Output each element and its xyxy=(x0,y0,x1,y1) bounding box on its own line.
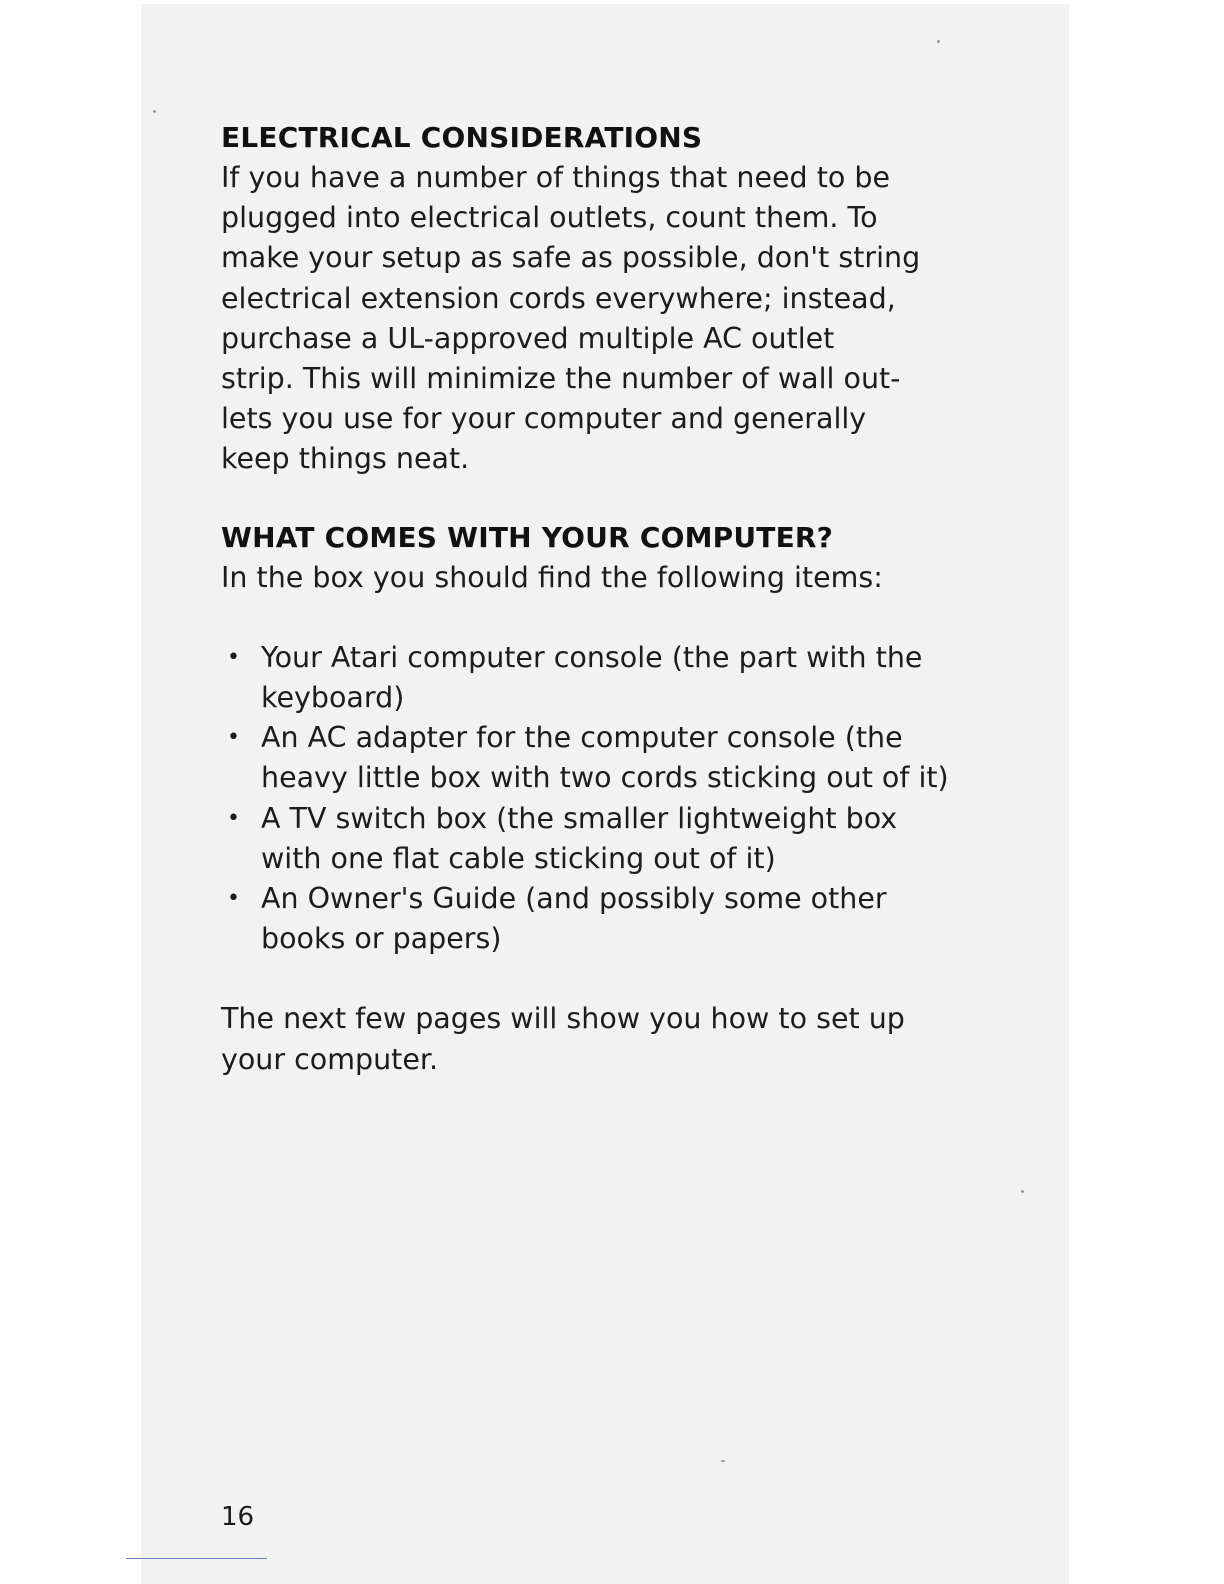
list-item-line: books or papers) xyxy=(261,922,502,956)
section-heading-what-comes: WHAT COMES WITH YOUR COMPUTER? xyxy=(221,520,834,554)
paragraph-line: purchase a UL-approved multiple AC outlet xyxy=(221,321,835,355)
bullet-icon: • xyxy=(227,644,240,670)
bullet-icon: • xyxy=(227,886,240,912)
paragraph-line: lets you use for your computer and generally xyxy=(221,402,867,436)
list-item-line: heavy little box with two cords sticking out of it) xyxy=(261,761,949,795)
paragraph-line: electrical extension cords everywhere; instead, xyxy=(221,281,896,315)
scan-speck xyxy=(153,110,156,113)
bottom-rule xyxy=(126,1558,267,1559)
paragraph-line: The next few pages will show you how to set up xyxy=(221,1002,905,1036)
bullet-icon: • xyxy=(227,805,240,831)
list-item-line: An Owner's Guide (and possibly some other xyxy=(261,882,887,916)
paragraph-line: your computer. xyxy=(221,1042,439,1076)
list-item xyxy=(221,718,1011,798)
list-item-line: Your Atari computer console (the part with the xyxy=(261,640,923,674)
paragraph-line: strip. This will minimize the number of wall out- xyxy=(221,362,901,396)
paragraph-line: make your setup as safe as possible, don't string xyxy=(221,241,921,275)
paragraph-line: plugged into electrical outlets, count them. To xyxy=(221,201,878,235)
section-heading-electrical: ELECTRICAL CONSIDERATIONS xyxy=(221,121,703,154)
list-item xyxy=(221,799,1011,879)
list-item-line: with one flat cable sticking out of it) xyxy=(261,841,776,875)
page-number: 16 xyxy=(221,1502,255,1532)
scan-speck xyxy=(721,1460,725,1462)
paragraph-line: If you have a number of things that need to be xyxy=(221,161,890,194)
scan-speck xyxy=(937,40,940,43)
closing-paragraph xyxy=(221,999,1011,1079)
items-intro: In the box you should find the following items: xyxy=(221,560,883,594)
electrical-paragraph xyxy=(221,158,1011,480)
list-item xyxy=(221,638,1011,718)
items-list xyxy=(221,638,1011,960)
scan-speck xyxy=(1021,1190,1024,1193)
list-item-line: An AC adapter for the computer console (the xyxy=(261,721,903,755)
list-item xyxy=(221,879,1011,959)
list-item-line: A TV switch box (the smaller lightweight box xyxy=(261,801,898,835)
list-item-line: keyboard) xyxy=(261,681,405,715)
bullet-icon: • xyxy=(227,725,240,751)
page-content xyxy=(221,118,1011,1080)
paragraph-line: keep things neat. xyxy=(221,442,470,476)
